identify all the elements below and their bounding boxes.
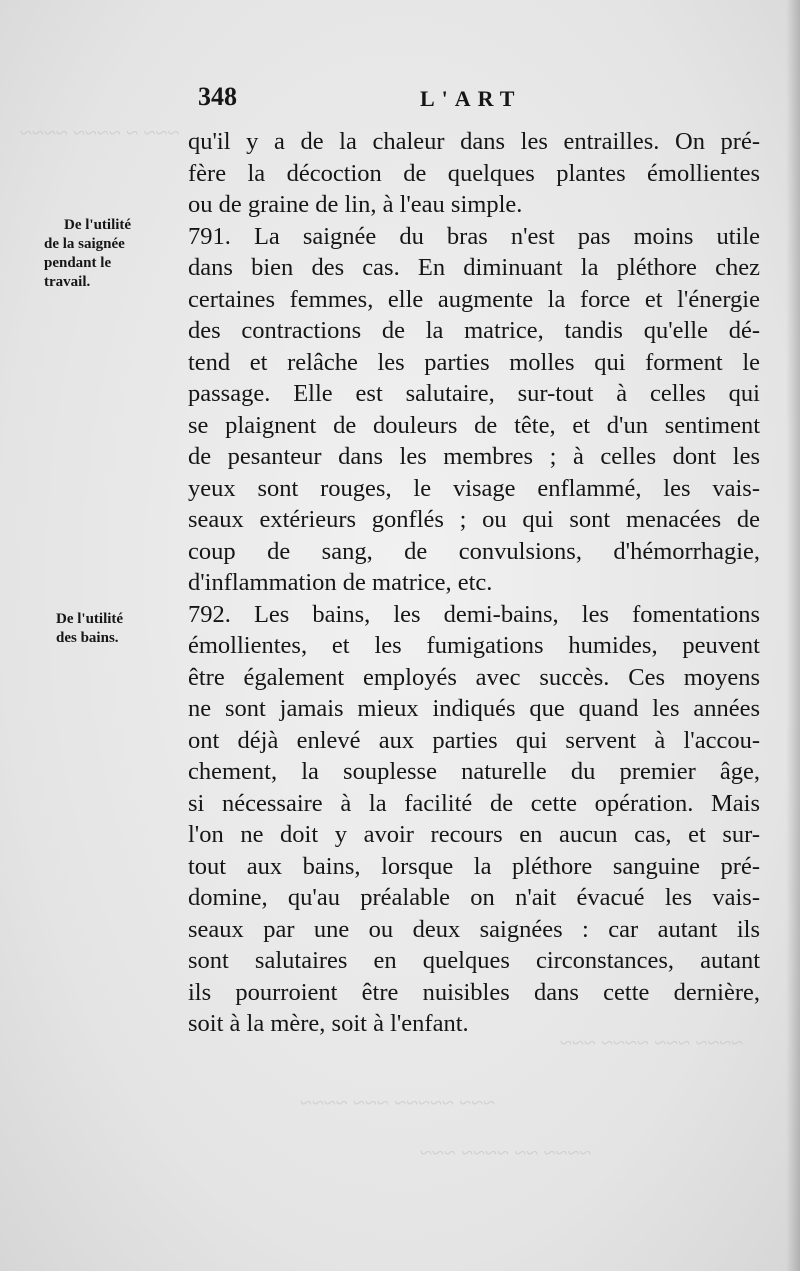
- text-line: chement, la souplesse naturelle du premier âge,: [188, 758, 760, 785]
- text-line: tend et relâche les parties molles qui forment le: [188, 348, 760, 376]
- text-line: qu'il y a de la chaleur dans les entrailles. On pré-: [188, 128, 760, 155]
- text-line: si nécessaire à la facilité de cette opération. Mais: [188, 789, 760, 817]
- text-line: yeux sont rouges, le visage enflammé, les vais-: [188, 474, 760, 502]
- text-line: d'inflammation de matrice, etc.: [188, 569, 493, 596]
- text-line: tout aux bains, lorsque la pléthore sanguine pré-: [188, 852, 760, 880]
- text-line: certaines femmes, elle augmente la force et l'énergie: [188, 285, 760, 313]
- margin-note-line: pendant le: [44, 255, 112, 271]
- text-line: ne sont jamais mieux indiqués que quand les années: [188, 695, 760, 722]
- margin-note-saignee: [44, 216, 194, 292]
- text-line: domine, qu'au préalable on n'ait évacué les vais-: [188, 884, 760, 911]
- text-line: soit à la mère, soit à l'enfant.: [188, 1010, 469, 1037]
- text-line: ils pourroient être nuisibles dans cette dernière,: [188, 978, 760, 1006]
- margin-note-line: De l'utilité: [56, 611, 124, 627]
- margin-note-line: De l'utilité: [64, 217, 132, 233]
- show-through-text: ~~~~ ~~ ~~~~ ~~~: [420, 1140, 592, 1165]
- show-through-text: ~~~ ~~~~~ ~~~ ~~~~: [300, 1090, 496, 1115]
- margin-note-line: des bains.: [56, 630, 119, 646]
- paragraph-792-start: 792. Les bains, les demi-bains, les fomentations: [188, 600, 760, 628]
- text-line: passage. Elle est salutaire, sur-tout à celles qui: [188, 380, 760, 407]
- margin-note-bains: [56, 610, 186, 648]
- text-line: dans bien des cas. En diminuant la pléthore chez: [188, 254, 760, 281]
- text-line: seaux par une ou deux saignées : car autant ils: [188, 915, 760, 943]
- body-text: [188, 126, 760, 1040]
- text-line: émollientes, et les fumigations humides, peuvent: [188, 632, 760, 659]
- text-line: être également employés avec succès. Ces moyens: [188, 663, 760, 691]
- text-line: de pesanteur dans les membres ; à celles dont les: [188, 443, 760, 470]
- text-line: ou de graine de lin, à l'eau simple.: [188, 191, 523, 218]
- text-line: fère la décoction de quelques plantes émollientes: [188, 159, 760, 187]
- text-line: coup de sang, de convulsions, d'hémorrhagie,: [188, 537, 760, 565]
- page-number: 348: [198, 82, 237, 111]
- running-head: L'ART: [420, 86, 522, 111]
- show-through-text: ~~~~ ~~~ ~~~~ ~~~: [560, 1030, 744, 1055]
- text-line: se plaignent de douleurs de tête, et d'un sentiment: [188, 411, 760, 439]
- page-gutter-shadow: [786, 0, 800, 1271]
- text-line: l'on ne doit y avoir recours en aucun cas, et sur-: [188, 821, 760, 848]
- paragraph-791-start: 791. La saignée du bras n'est pas moins utile: [188, 222, 760, 250]
- margin-note-line: travail.: [44, 274, 91, 290]
- text-line: seaux extérieurs gonflés ; ou qui sont menacées de: [188, 506, 760, 533]
- text-line: ont déjà enlevé aux parties qui servent à l'accou-: [188, 726, 760, 754]
- text-line: des contractions de la matrice, tandis qu'elle dé-: [188, 317, 760, 344]
- margin-note-line: de la saignée: [44, 236, 125, 252]
- show-through-text: ~~~ ~ ~~~~ ~~~~: [20, 120, 180, 145]
- text-line: sont salutaires en quelques circonstances, autant: [188, 947, 760, 974]
